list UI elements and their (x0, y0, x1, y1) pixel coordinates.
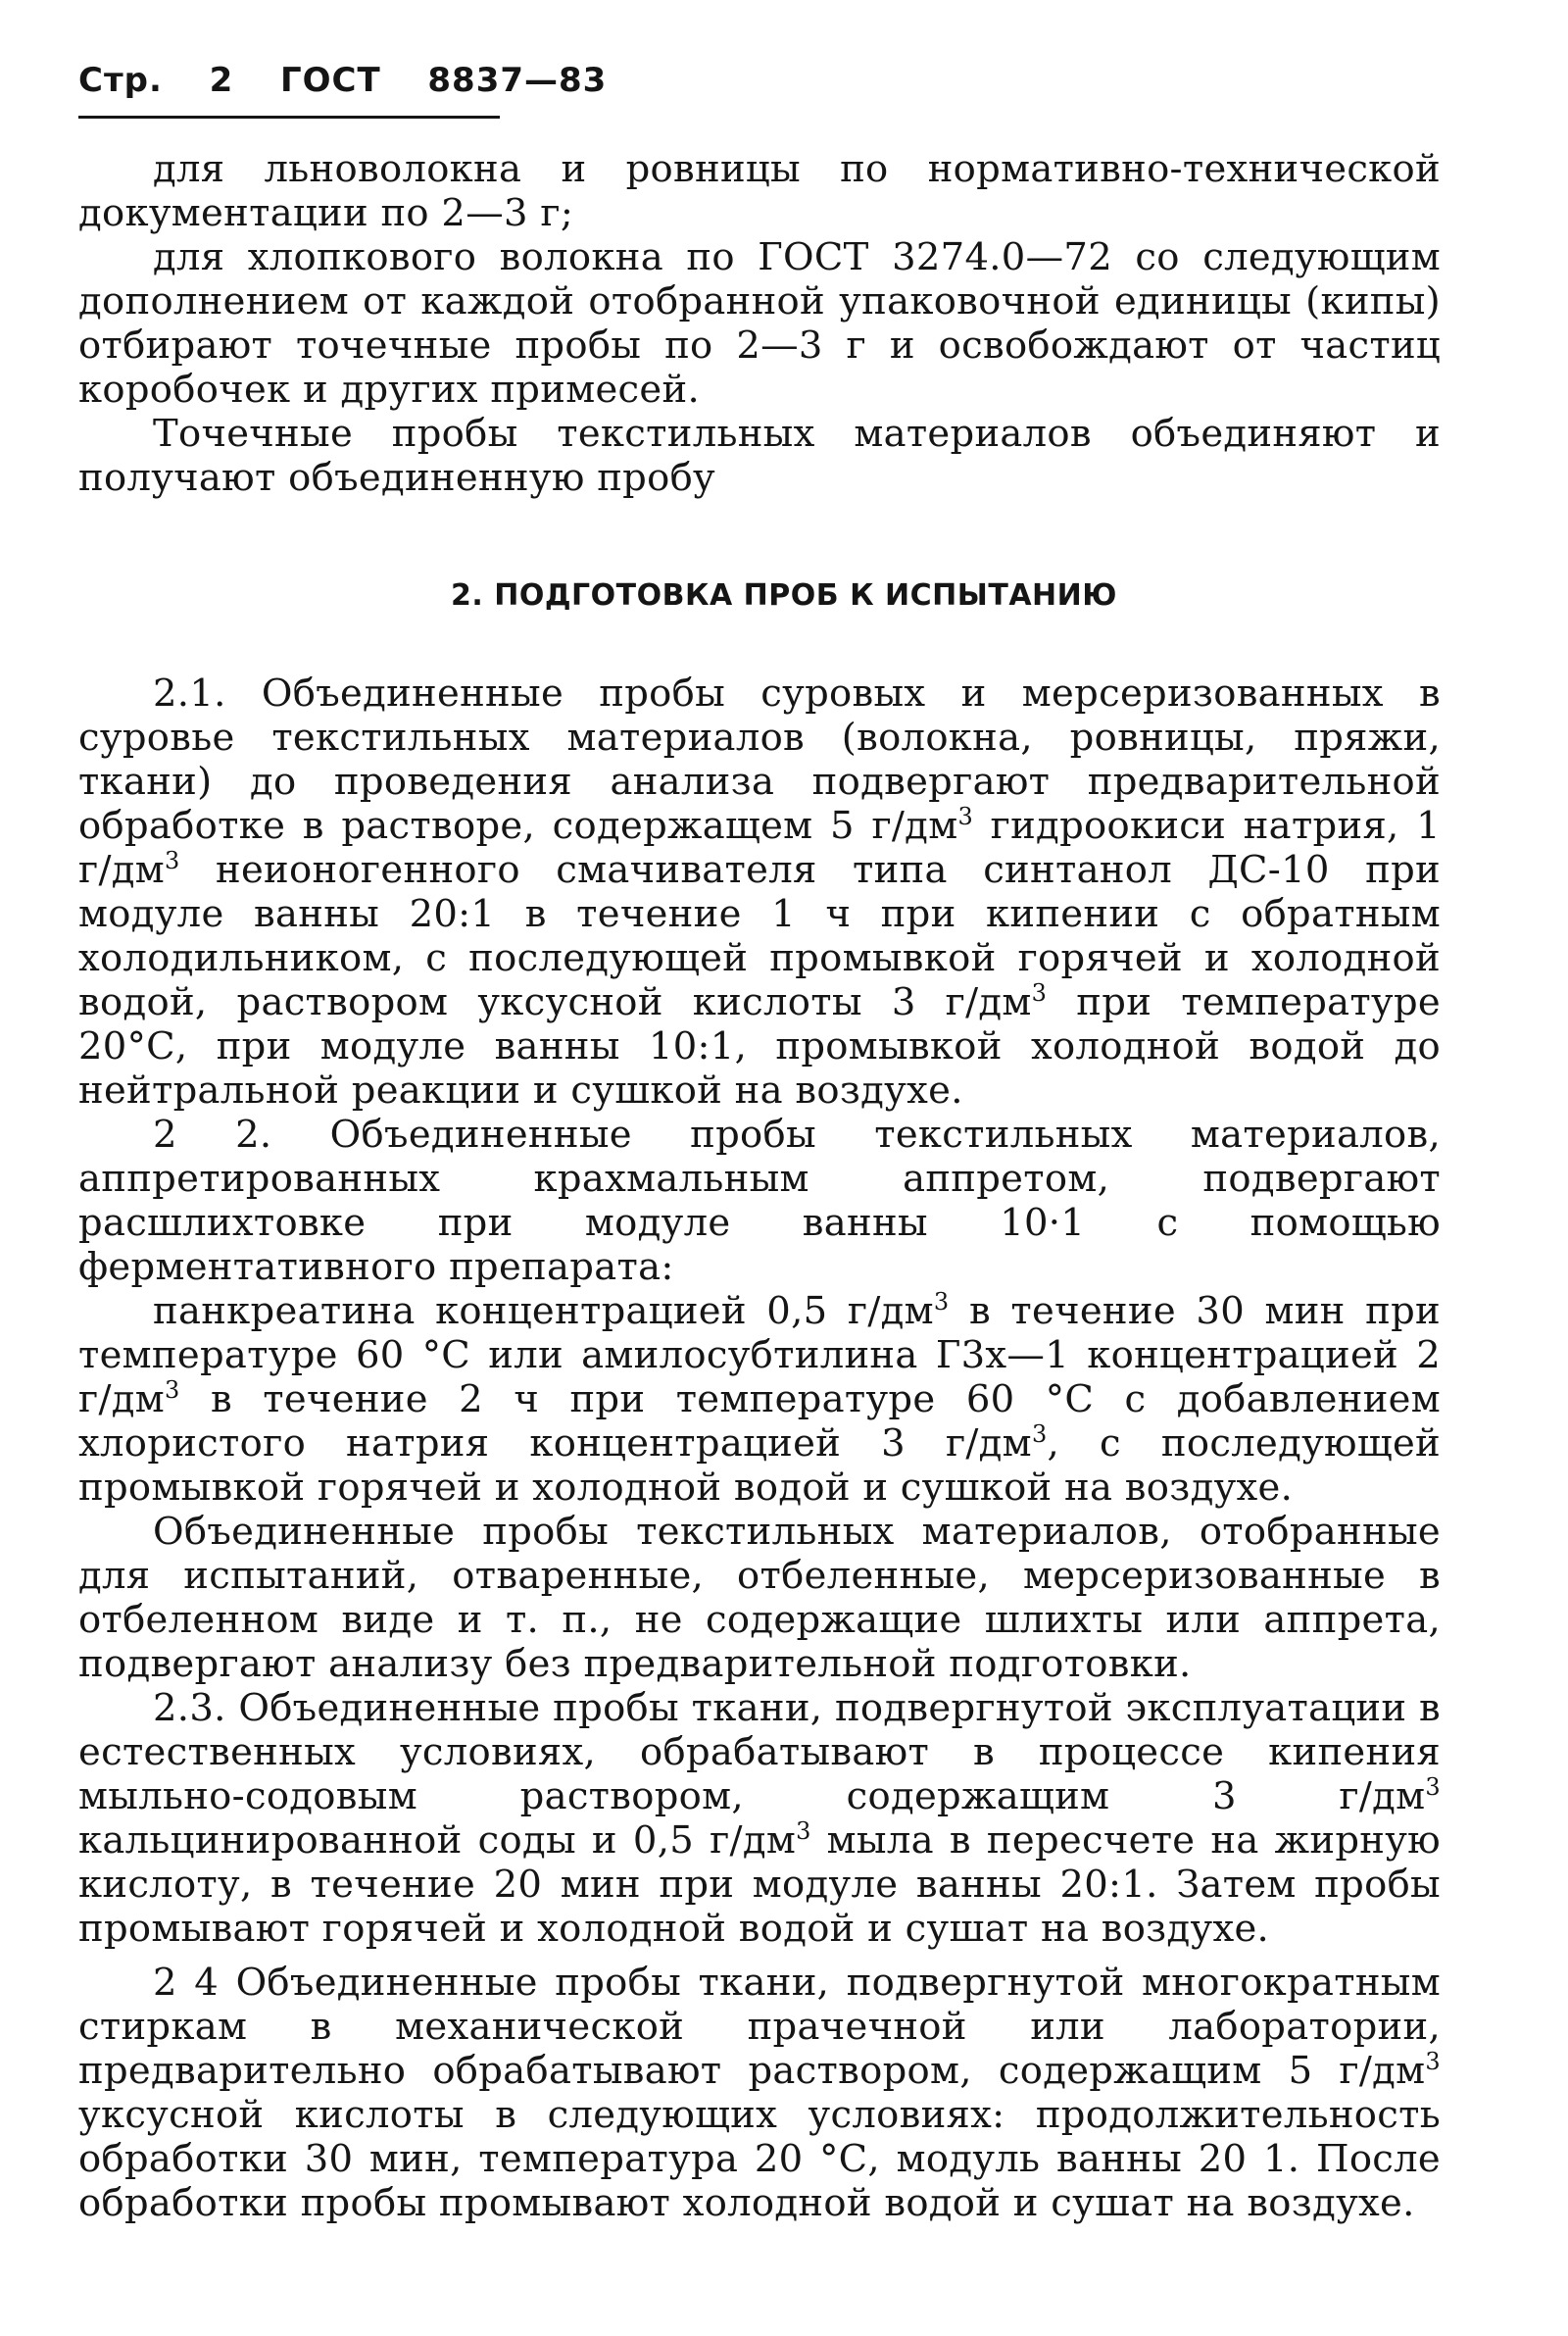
page-number: 2 (209, 61, 234, 100)
superscript: 3 (1031, 1420, 1048, 1448)
paragraph-2-2-enzyme: панкреатина концентрацией 0,5 $г/дм^3$ в течение 30 мин при температуре 60 °С или амилосубтилина Г3х—1 концентрацией 2 $г/дм^3$ в течение 2 ч при температуре 60 °С с добавлением хлористого натрия концентрацией 3 $г/дм^3$, с последующей промывкой горячей и холодной водой и сушкой на воздухе. (78, 1288, 1441, 1510)
paragraph-2-3: 2.3. Объединенные пробы ткани, подвергнутой эксплуатации в естественных условиях, обрабатывают в процессе кипения мыльно-содовым раствором, содержащим 3 $г/дм^3$ кальцинированной соды и 0,5 $г/дм^3$ мыла в пересчете на жирную кислоту, в течение 20 мин при модуле ванны 20:1. Затем пробы промывают горячей и холодной водой и сушат на воздухе. (78, 1686, 1442, 1951)
paragraph-2-4: 2 4 Объединенные пробы ткани, подвергнутой многократным стиркам в механической прачечной или лаборатории, предварительно обрабатывают раствором, содержащим 5 $г/дм^3$ уксусной кислоты в следующих условиях: продолжительность обработки 30 мин, температура 20 °С, модуль ванны 20 1. После обработки пробы промывают холодной водой и сушат на воздухе. (78, 1961, 1441, 2225)
section-body (78, 671, 1441, 2225)
superscript: 3 (165, 847, 180, 874)
superscript: 3 (1031, 979, 1048, 1007)
superscript: 3 (1425, 1773, 1441, 1801)
intro-block (78, 147, 1441, 500)
paragraph-2-2: 2 2. Объединенные пробы текстильных материалов, аппретированных крахмальным аппретом, подвергают расшлихтовке при модуле ванны 10·1 с помощью ферментативного препарата: (78, 1113, 1441, 1289)
intro-paragraph-2: для хлопкового волокна по ГОСТ 3274.0—72 со следующим дополнением от каждой отобранной упаковочной единицы (кипы) отбирают точечные пробы по 2—3 г и освобождают от частиц коробочек и других примесей. (78, 235, 1441, 412)
intro-paragraph-3: Точечные пробы текстильных материалов объединяют и получают объединенную пробу (78, 412, 1441, 500)
paragraph-2-1: 2.1. Объединенные пробы суровых и мерсеризованных в суровье текстильных материалов (волокна, ровницы, пряжи, ткани) до проведения анализа подвергают предварительной обработке в растворе, содержащем 5 $г/дм^3$ гидроокиси натрия, 1 $г/дм^3$ неионогенного смачивателя типа синтанол ДС-10 при модуле ванны 20:1 в течение 1 ч при кипении с обратным холодильником, с последующей промывкой горячей и холодной водой, раствором уксусной кислоты 3 $г/дм^3$ при температуре 20°С, при модуле ванны 10:1, промывкой холодной водой до нейтральной реакции и сушкой на воздухе. (78, 671, 1441, 1113)
paragraph-2-2-note: Объединенные пробы текстильных материалов, отобранные для испытаний, отваренные, отбеленные, мерсеризованные в отбеленном виде и т. п., не содержащие шлихты или аппрета, подвергают анализу без предварительной подготовки. (78, 1510, 1441, 1686)
header-rule (78, 116, 500, 119)
superscript: 3 (1425, 2048, 1441, 2075)
superscript: 3 (796, 1817, 811, 1845)
page-label: Стр. (78, 61, 163, 100)
section-title: 2. ПОДГОТОВКА ПРОБ К ИСПЫТАНИЮ (451, 578, 1117, 613)
intro-paragraph-1: для льноволокна и ровницы по нормативно-технической документации по 2—3 г; (78, 147, 1441, 235)
standard-number: 8837—83 (427, 61, 608, 100)
page-header (78, 61, 607, 100)
superscript: 3 (933, 1288, 950, 1316)
standard-label: ГОСТ (279, 61, 381, 100)
superscript: 3 (957, 803, 974, 830)
superscript: 3 (165, 1376, 180, 1404)
